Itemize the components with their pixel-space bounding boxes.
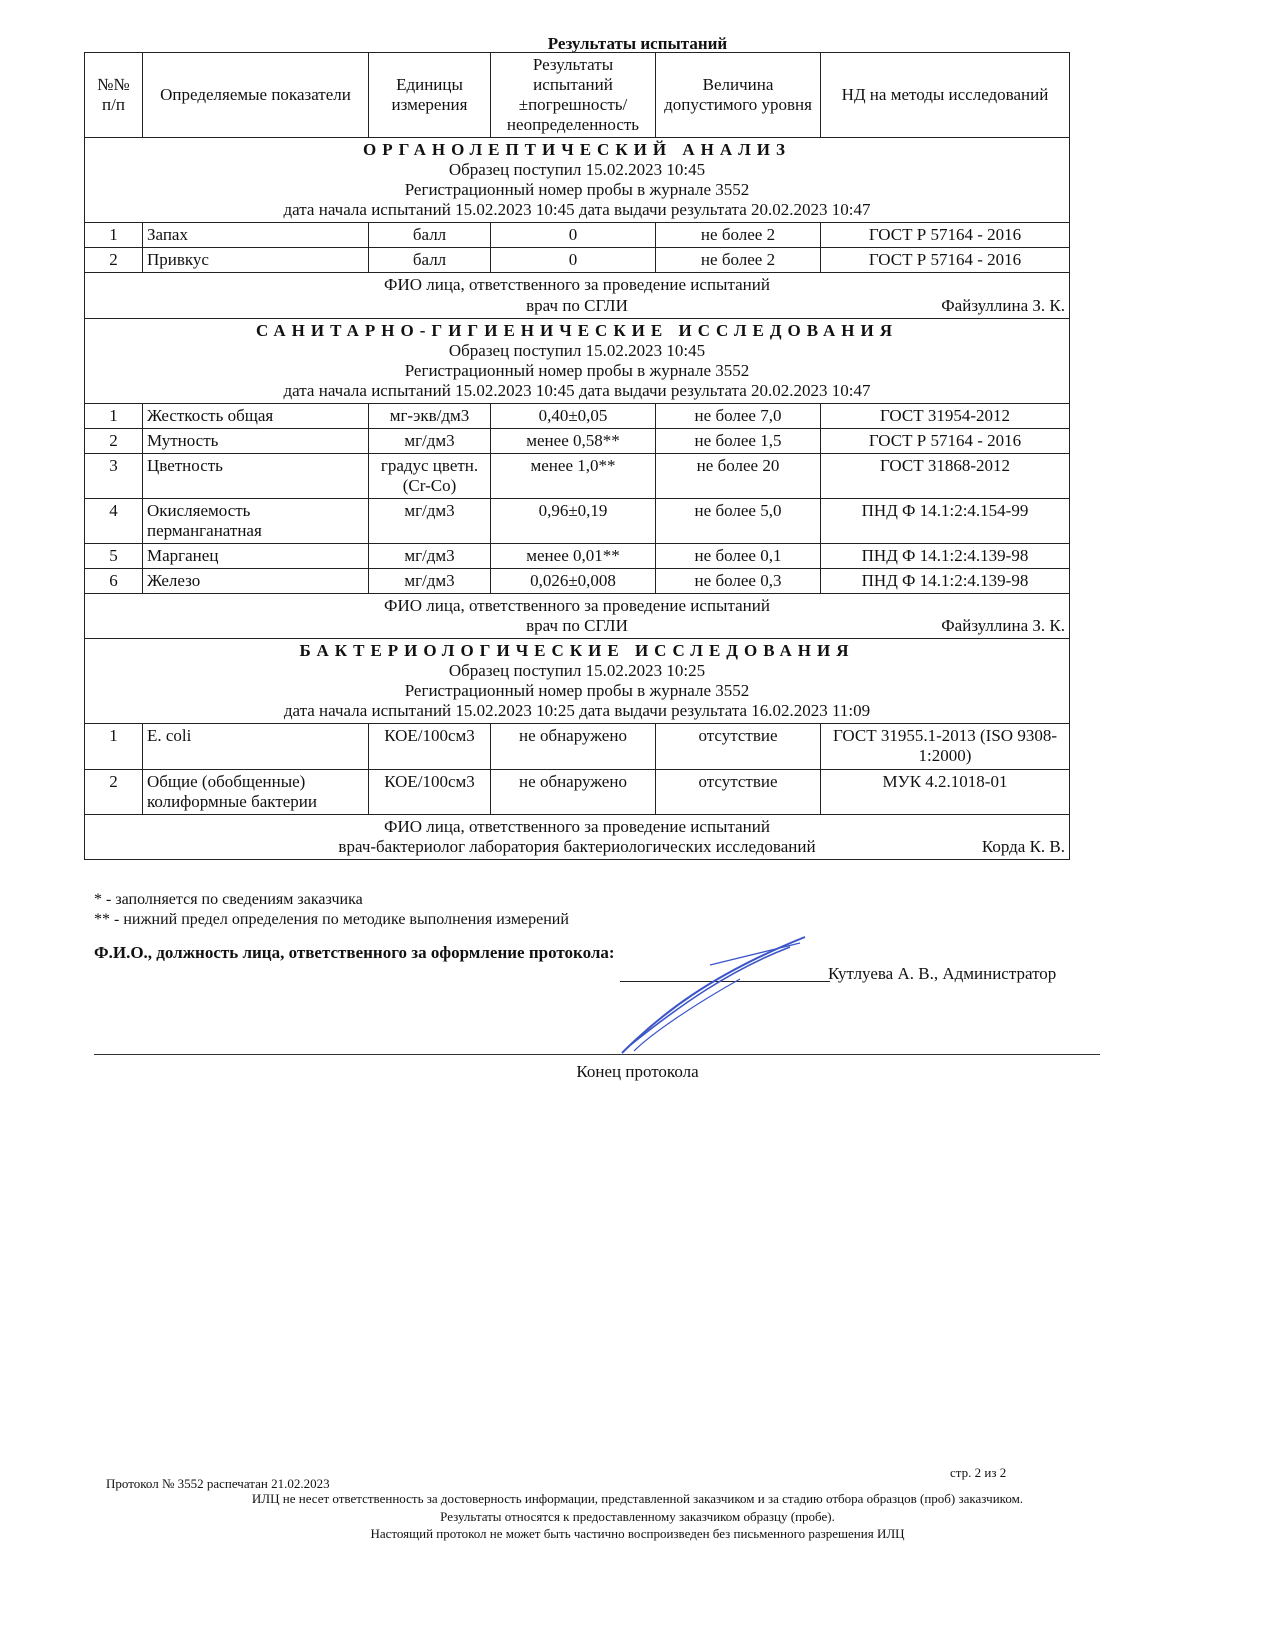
responsible-label: ФИО лица, ответственного за проведение испытаний [384, 816, 770, 836]
responsible-name: Файзуллина З. К. [941, 295, 1065, 315]
section-header [85, 138, 1070, 223]
method-doc: МУК 4.2.1018-01 [821, 769, 1070, 814]
footnotes [94, 890, 569, 930]
method-doc: ПНД Ф 14.1:2:4.139-98 [821, 544, 1070, 569]
indicator-name: Окисляемость перманганатная [143, 498, 369, 543]
signature-image [620, 935, 820, 1055]
registration-number: Регистрационный номер пробы в журнале 3552 [404, 360, 750, 380]
table-row [85, 223, 1070, 248]
indicator-name: Марганец [143, 544, 369, 569]
responsible-cell [85, 594, 1070, 639]
page-title: Результаты испытаний [547, 34, 728, 53]
allowed-limit: не более 0,3 [656, 569, 821, 594]
table-row [85, 403, 1070, 428]
method-doc: ГОСТ Р 57164 - 2016 [821, 248, 1070, 273]
test-dates: дата начала испытаний 15.02.2023 10:45 дата выдачи результата 20.02.2023 10:47 [283, 380, 871, 400]
end-of-protocol: Конец протокола [576, 1062, 699, 1081]
method-doc: ПНД Ф 14.1:2:4.139-98 [821, 569, 1070, 594]
responsible-cell [85, 814, 1070, 859]
responsible-row [85, 814, 1070, 859]
header-limit: Величина допустимого уровня [656, 53, 821, 138]
results-table [84, 52, 1070, 860]
sample-received: Образец поступил 15.02.2023 10:25 [448, 661, 706, 681]
result-value: менее 1,0** [491, 453, 656, 498]
divider [94, 1054, 1100, 1055]
row-number: 3 [85, 453, 143, 498]
unit: балл [369, 223, 491, 248]
allowed-limit: не более 7,0 [656, 403, 821, 428]
method-doc: ПНД Ф 14.1:2:4.154-99 [821, 498, 1070, 543]
result-value: менее 0,01** [491, 544, 656, 569]
indicator-name: Привкус [143, 248, 369, 273]
row-number: 2 [85, 248, 143, 273]
table-row [85, 428, 1070, 453]
footer-line: ИЛЦ не несет ответственность за достоверность информации, представленной заказчиком и за стадию отбора образцов (проб) заказчиком. [251, 1491, 1024, 1506]
unit: мг/дм3 [369, 569, 491, 594]
table-row [85, 248, 1070, 273]
allowed-limit: отсутствие [656, 769, 821, 814]
section-header [85, 318, 1070, 403]
header-result: Результаты испытаний ±погрешность/ неопределенность [491, 53, 656, 138]
sample-received: Образец поступил 15.02.2023 10:45 [448, 340, 706, 360]
section-header-cell [85, 318, 1070, 403]
section-header-cell [85, 639, 1070, 724]
responsible-cell [85, 273, 1070, 318]
result-value: не обнаружено [491, 724, 656, 769]
table-header-row [85, 53, 1070, 138]
responsible-position: врач по СГЛИ [526, 616, 628, 636]
table-row [85, 769, 1070, 814]
allowed-limit: не более 2 [656, 248, 821, 273]
method-doc: ГОСТ Р 57164 - 2016 [821, 223, 1070, 248]
responsible-block [89, 817, 1065, 857]
section-header-cell [85, 138, 1070, 223]
footer-page-number: стр. 2 из 2 [950, 1465, 1007, 1480]
section-header [85, 639, 1070, 724]
unit: мг/дм3 [369, 498, 491, 543]
row-number: 2 [85, 769, 143, 814]
footer-protocol-printed: Протокол № 3552 распечатан 21.02.2023 [106, 1476, 330, 1491]
test-dates: дата начала испытаний 15.02.2023 10:45 дата выдачи результата 20.02.2023 10:47 [283, 200, 871, 220]
result-value: 0 [491, 223, 656, 248]
unit: балл [369, 248, 491, 273]
unit: мг-экв/дм3 [369, 403, 491, 428]
allowed-limit: не более 20 [656, 453, 821, 498]
responsible-row [85, 273, 1070, 318]
unit: мг/дм3 [369, 544, 491, 569]
method-doc: ГОСТ 31954-2012 [821, 403, 1070, 428]
responsible-row [85, 594, 1070, 639]
unit: мг/дм3 [369, 428, 491, 453]
protocol-responsible-label: Ф.И.О., должность лица, ответственного за оформление протокола: [94, 943, 615, 962]
result-value: 0,96±0,19 [491, 498, 656, 543]
allowed-limit: не более 1,5 [656, 428, 821, 453]
sample-received: Образец поступил 15.02.2023 10:45 [448, 160, 706, 180]
allowed-limit: не более 5,0 [656, 498, 821, 543]
footer-disclaimer [0, 1490, 1275, 1543]
result-value: 0,40±0,05 [491, 403, 656, 428]
test-dates: дата начала испытаний 15.02.2023 10:25 дата выдачи результата 16.02.2023 11:09 [283, 701, 871, 721]
row-number: 1 [85, 403, 143, 428]
responsible-name: Файзуллина З. К. [941, 616, 1065, 636]
allowed-limit: не более 0,1 [656, 544, 821, 569]
header-num: №№ п/п [85, 53, 143, 138]
protocol-responsible-name: Кутлуева А. В., Администратор [828, 964, 1057, 983]
responsible-position: врач по СГЛИ [526, 295, 628, 315]
indicator-name: Мутность [143, 428, 369, 453]
allowed-limit: не более 2 [656, 223, 821, 248]
method-doc: ГОСТ Р 57164 - 2016 [821, 428, 1070, 453]
result-value: 0,026±0,008 [491, 569, 656, 594]
indicator-name: E. coli [143, 724, 369, 769]
unit: КОЕ/100см3 [369, 769, 491, 814]
responsible-label: ФИО лица, ответственного за проведение испытаний [384, 596, 770, 616]
footnote: * - заполняется по сведениям заказчика [94, 891, 363, 908]
indicator-name: Запах [143, 223, 369, 248]
responsible-position: врач-бактериолог лаборатория бактериологических исследований [338, 836, 816, 856]
section-title: ОРГАНОЛЕПТИЧЕСКИЙ АНАЛИЗ [363, 140, 791, 160]
header-method: НД на методы исследований [821, 53, 1070, 138]
indicator-name: Цветность [143, 453, 369, 498]
header-indicator: Определяемые показатели [143, 53, 369, 138]
unit: КОЕ/100см3 [369, 724, 491, 769]
footer-line: Результаты относятся к предоставленному заказчиком образцу (пробе). [440, 1508, 835, 1524]
section-title: БАКТЕРИОЛОГИЧЕСКИЕ ИССЛЕДОВАНИЯ [299, 641, 855, 661]
row-number: 1 [85, 724, 143, 769]
method-doc: ГОСТ 31868-2012 [821, 453, 1070, 498]
row-number: 5 [85, 544, 143, 569]
section-title: САНИТАРНО-ГИГИЕНИЧЕСКИЕ ИССЛЕДОВАНИЯ [255, 320, 899, 340]
responsible-block [89, 596, 1065, 636]
table-row [85, 498, 1070, 543]
responsible-name: Корда К. В. [981, 836, 1065, 856]
result-value: не обнаружено [491, 769, 656, 814]
indicator-name: Общие (обобщенные) колиформные бактерии [143, 769, 369, 814]
table-row [85, 453, 1070, 498]
registration-number: Регистрационный номер пробы в журнале 3552 [404, 681, 750, 701]
result-value: 0 [491, 248, 656, 273]
unit: градус цветн.(Cr-Co) [369, 453, 491, 498]
responsible-label: ФИО лица, ответственного за проведение испытаний [384, 275, 770, 295]
table-row [85, 544, 1070, 569]
table-row [85, 569, 1070, 594]
row-number: 1 [85, 223, 143, 248]
result-value: менее 0,58** [491, 428, 656, 453]
footer-line: Настоящий протокол не может быть частично воспроизведен без письменного разрешения ИЛЦ [370, 1526, 905, 1542]
registration-number: Регистрационный номер пробы в журнале 3552 [404, 180, 750, 200]
table-row [85, 724, 1070, 769]
row-number: 6 [85, 569, 143, 594]
footnote: ** - нижний предел определения по методике выполнения измерений [94, 911, 569, 928]
responsible-block [89, 275, 1065, 315]
indicator-name: Железо [143, 569, 369, 594]
indicator-name: Жесткость общая [143, 403, 369, 428]
row-number: 4 [85, 498, 143, 543]
row-number: 2 [85, 428, 143, 453]
header-units: Единицы измерения [369, 53, 491, 138]
method-doc: ГОСТ 31955.1-2013 (ISO 9308-1:2000) [821, 724, 1070, 769]
allowed-limit: отсутствие [656, 724, 821, 769]
